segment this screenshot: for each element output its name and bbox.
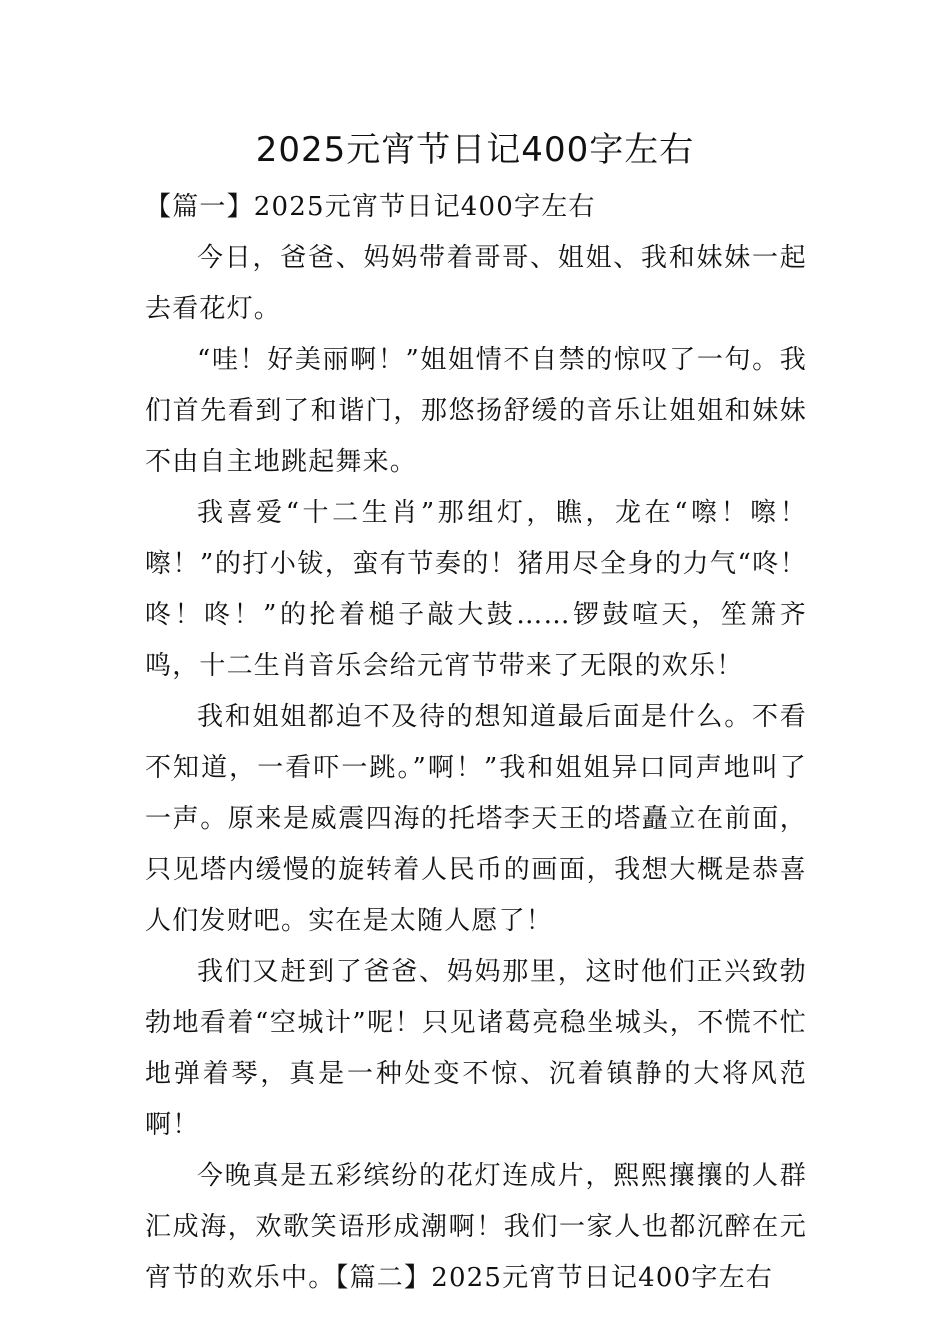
paragraph: 我喜爱“十二生肖”那组灯，瞧，龙在“嚓！嚓！嚓！”的打小钹，蛮有节奏的！猪用尽全身的力气“咚！咚！咚！”的抡着槌子敲大鼓……锣鼓喧天，笙箫齐鸣，十二生肖音乐会给元宵节带来了无限的欢乐！ [145, 498, 807, 681]
paragraph: 今日，爸爸、妈妈带着哥哥、姐姐、我和妹妹一起去看花灯。 [145, 243, 807, 324]
section-heading: 【篇一】2025元宵节日记400字左右 [145, 192, 596, 222]
document-title: 2025元宵节日记400字左右 [255, 130, 695, 170]
paragraph: “哇！好美丽啊！”姐姐情不自禁的惊叹了一句。我们首先看到了和谐门，那悠扬舒缓的音乐让姐姐和妹妹不由自主地跳起舞来。 [145, 345, 807, 477]
paragraph: 我们又赶到了爸爸、妈妈那里，这时他们正兴致勃勃地看着“空城计”呢！只见诸葛亮稳坐城头，不慌不忙地弹着琴，真是一种处变不惊、沉着镇静的大将风范啊！ [145, 957, 807, 1140]
paragraph: 我和姐姐都迫不及待的想知道最后面是什么。不看不知道，一看吓一跳。”啊！”我和姐姐异口同声地叫了一声。原来是威震四海的托塔李天王的塔矗立在前面，只见塔内缓慢的旋转着人民币的画面，我想大概是恭喜人们发财吧。实在是太随人愿了！ [145, 702, 807, 936]
paragraph: 今晚真是五彩缤纷的花灯连成片，熙熙攘攘的人群汇成海，欢歌笑语形成潮啊！我们一家人也都沉醉在元宵节的欢乐中。【篇二】2025元宵节日记400字左右 [145, 1161, 807, 1293]
document-body [145, 182, 807, 1304]
